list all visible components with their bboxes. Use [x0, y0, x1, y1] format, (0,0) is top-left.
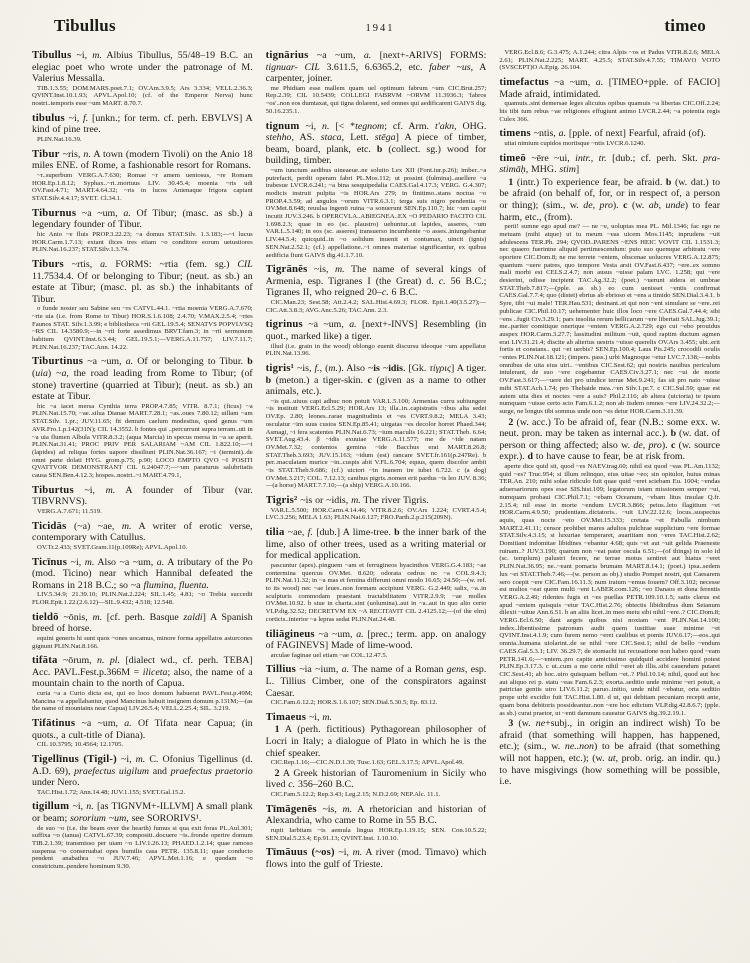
definition-text: Tiburtus ~i, m. A founder of Tibur (var. TIBVRNVS).	[32, 483, 253, 508]
citation-block: hic Anio ~e fluis PROP.3.22.23; ~a domus STAT.Silv. 1.3.183;—~i lucus HOR.Carm.1.7.13; extant ilices tres etiam ~o conditore eorum uetustiores PLIN.Nat.16.237; STAT.Silv.1.3.74.	[32, 230, 253, 254]
entry-tibullus	[32, 49, 253, 108]
definition-text: Tiburnus ~a ~um, a. Of Tibur; (masc. as sb.) a legendary founder of Tibur.	[32, 206, 253, 231]
entry-tigrinus	[266, 318, 487, 358]
entry-tibur	[32, 148, 253, 203]
citation-block: TAC.Hist.1.72; Ann.14.48; JUV.1.155; SVET.Gal.15.2.	[37, 788, 186, 796]
entry-timefactus	[499, 76, 720, 123]
definition-text: Ticidās (~a) ~ae, m. A writer of erotic verse, contemporary with Catullus.	[32, 519, 253, 544]
definition-text: tignum ~i, n. [< *tegnom; cf. Arm. t'akn, OHG. stehho, AS. staca, Lett. stēga] A piece of timber, beam, board, plank, etc. b (collect. sg.) wood for building, timber.	[265, 119, 487, 167]
definition-text: Tīmāuus (~os) ~i, m. A river (mod. Timavo) which flows into the gulf of Trieste.	[265, 846, 487, 870]
citation-block: PLIN.Nat.16.39.	[37, 136, 82, 143]
definition-text: Tigris² ~is or ~idis, m. The river Tigris.	[265, 494, 429, 507]
entry-timagenes	[266, 803, 487, 843]
citation-block: illud (i.e. grain in the wood) oblongo euenit discursu ideoque ~um appellatur PLIN.Nat.13.96.	[265, 342, 487, 358]
entry-tiliagineus	[266, 628, 487, 660]
citation-block: ~um iunctum aedibus uineaeue..ne soluito Lex XII (Font.iur.p.26); imber..~a putrefacit, perdit operam fabri PL.Mos.112; ut possint (fulmina)..auellere ~a trabesue LVCR.6.241; ~a bina sesquipedalia CAES.Gal.4.17.3; VERG. G.4.307; modicis instruit pulpita ~is HOR.Ars 279; in finitimo..stans noctua ~o PROP.4.3.59; ad angulos ~orum VITR.6.3.1; terga suis nigro pendentia ~o OV.Met.8.648; reuulsa ingenti ruina ~a sonuerunt SEN.Ep.110.7; hic ~um capiti incutit JUV.3.246. b OPERCVLA..ABIEGNEA..EX ~O PEDARIO FACITO CIL 1.698.2.3; quae in eo (sc. plaustro) uehuntur..ut lapides, asseres, ~um VAR.L.5.140; in eos (sc. asseres) transuerso incumbente ~o asses..iniungebantur LIV.44.5.4; quicquid..in ~o solidum inuenit et contumax, uincit (ignis) SEN.Nat.2.52.1; (cf.) appellatione..~i omnes materiae significantur, ex quibus aedificia fiunt GAIVS dig.41.1.7.10.	[265, 166, 487, 259]
definition-text: tilia ~ae, f. [dub.] A lime-tree. b the inner bark of the lime, also of other trees, used as a writing material or for medical application.	[265, 526, 487, 562]
definition-text: Tīmāgenēs ~is, m. A rhetorician and historian of Alexandria, who came to Rome in 55 B.C.	[265, 802, 487, 827]
entry-timauus	[266, 846, 487, 870]
definition-text: Ticīnus ~i, m. Also ~a ~um, a. A tributary of the Po (mod. Ticino) near which Hannibal defeated the Romans in 218 B.C.; so ~a flumina, fluenta.	[32, 555, 253, 591]
citation-block: hic ~a iacet mersa Cynthia terra PROP.4.7.85; VITR. 8.7.1; (ficus) ~a PLIN.Nat.15.70; ~ae..silua Dianae MART.7.28.1; ~as..oues 7.80.12; uillam ~am STAT.Silv. 1.pr.; JUV.11.65; fit demum caelum modestius, quod genus ~um AVR.Fro.1.p.142(31N); CIL 14.3552. b fontes qui ..percurrunt supra terram..uti in ~a uia flumen Albula VITR.8.3.2; (aqua Marcia) in specus mersa in ~a se aperit. PLIN.Nat.31.41; PROC PRIV PER SALARIAM ~AM CIL 1.822.10;—~i (lapides) ad reliqua fortes uapore dissiliunt PLIN.Nat.36.167; ~i (termini)..de omni parte dolati HYG. grom.p.75; p.90; LOCO EMPTO QVO ~I POSITI QVATTVOR DEMONSTRANT CIL 6.24047.7;—~um paraturus salubritatis causa SEN.Ben.4.12.3; hospes..nostri..~i MART.4.79.1,	[32, 402, 253, 480]
entry-tignarius	[266, 49, 487, 116]
citation-block: uitai nimium cupidos mortisque ~ntis LVCR.6.1240.	[504, 139, 646, 147]
definition-text: Tigellīnus (Tigil-) ~i, m. C. Ofonius Tigellinus (d. A.D. 69), praefectus uigilum and praefectus praetorio under Nero.	[32, 752, 253, 789]
entry-tifatinus	[32, 717, 253, 749]
citation-block: VERG.A.7.671; 11.519.	[37, 507, 102, 515]
citation-block: pascuntur (apes)..pinguem ~am et ferrugineos hyacinthos VERG.G.4.183; ~ae contermina quercus OV.Met. 8.620; odorata cedrus nc ~a COL.9.4.3; PLIN.Nat.11.32; in ~a mas et femina differunt omni modo 16.65; 24.50;—(w. ref. to its wood) nec ~ae leues..non formam accipiunt VERG. G.2.449; salix, ~a..in sculpturis commodam praestant tractabilitatem VITR.2.9.9; ~ae molles OV.Met.10.92. b siue in charta..sint (uolumina)..aut in ~a..aut in quo alio cerio VLP.dig.32.52; DECRETVM EX ~A RECITAVIT CIL 2.4125.12;—(of the elm) corticis..interior ~a lepras sedat PLIN.Nat.24.48.	[265, 561, 487, 623]
entry-tignum	[266, 120, 487, 260]
citation-block: quamuis..sint demersae leges alicuius opibus quamuis ~a libertas CIC.Off.2.24; his tibi tum rebus ~ae religiones effugiunt animo LVCR.2.44; ~a potentia regis Culex 366.	[499, 100, 720, 123]
sense-paragraph: 2 (w. acc.) To be afraid of, fear (N.B.: some exx. w. neut. pron. may be taken as internal acc.). b (w. dat. of person or thing affected; also w. de, pro). c (w. source expr.). d to have cause to fear, be at risk from.	[499, 416, 720, 463]
entry-timauus-citations-continued	[499, 49, 720, 72]
sense-paragraph: 2 A Greek historian of Tauromenium in Sicily who lived c. 356–260 B.C.	[265, 767, 487, 791]
definition-text: Tiburtinus ~a ~um, a. Of or belonging to Tibur. b (uia) ~a, the road leading from Rome to Tibur; (of stone) travertine (quarried at Tibur); (neut. as sb.) an estate at Tibur.	[32, 355, 253, 403]
entry-tieldo	[32, 611, 253, 651]
definition-text: Tibur ~ris, n. A town (modern Tivoli) on the Anio 18 miles ENE. of Rome, a fashionable resort for Romans.	[32, 147, 253, 172]
citation-block: arculae faginae uel etiam ~ae COL.12.47.5.	[270, 651, 388, 659]
definition-text: Tiburs ~rtis, a. FORMS: ~rtia (fem. sg.) CIL 11.7534.4. Of or belonging to Tibur; (neut. as sb.) an estate at Tibur; (masc. pl. as sb.) the inhabitants of Tibur.	[32, 257, 253, 305]
entry-tiburnus	[32, 207, 253, 254]
citation-block: OV.Tr.2.433; SVET.Gram.11(p.109Re); APVL.Apol.10.	[37, 543, 188, 551]
citation-block: ~r..superbum VERG.A.7.630; Romae ~r amem uentosus, ~re Romam HOR.Ep.1.8.12; Syphax..~ri..mortuus LIV. 30.45.4; moenia ~ris udi OV.Fast.4.71; MART.4.64.32; ~ris in lucos Anienaque frigora captant STAT.Silv.4.4.17; SVET. Cl.34.1.	[32, 171, 253, 202]
citation-block: perii! sumne ego apud me? — ne ~e, uoluptas mea PL. Mil.1346; fac ego ne metuam (mihi atque) ut tu meum ~eas uicem Mos.1145; inprudens ~uit adulescens TER.Ph. 294; QVOD..PARENS ~ENS HEIC VOVIT CIL 1.1531.3; nec quaero fuerintne aliquid pertimescendum: puto suo quemque arbitratu ~ere oportere CIC.Dom.8; ne me terrete ~entem, obscenae uolucres VERG.A.12.875; quantum ~uere patres, quo tempore Vesta arsit OV.Fast.6.437; ~ere..ex somno mali morbi est CELS.2.4.7; non ausus ~uisse palam LVC. 1.258; qui ~ere desierint, odisse incipient TAC.Ag.32.2; (poet.) ~uerunt sidera et umbrae STAT.Theb.7.817;—(pple. as sb.) eo cum uenisset ~entis confirmat CAES.Gal.7.7.4; quo (distet) ebrius ab ebrioso et ~ens a timido SEN.Dial.3.4.1. b Syre, tibi ~ui male! TER.Hau.531; desinant..et qui non ~ent simulare se ~ere..rei publicae CIC.Phil.10.17; uehementer huic illos loco ~ere CAES.Gal.7.44.4; sibi ~ens ..fugit Civ.3.29.1; pars insolita rerum bellicarum ~ere libertati SAL.Jug.39.1; me..pariter comitique onerique ~entem VERG.A.2.729; ego cui ~ebo prouidus auspex HOR.Carm.3.27.7; lassitudini militum ~uit, quod raptim ductum agmen erat LIV.31.21.4; discite ab alterius uestris ~uisse querelis OV.Ars 3.455; ubi..erit fortis et constans.. qui ~et uerbis? SEN.Ep.100.4; Laus Pis.245; crocodili oculis ~entes PLIN.Nat.18.121; (impers. pass.) urbi Magnoque ~etur LVC.7.138;—nobis omnibus de uita eius uiri.. ~entibus CIC.Sest.62; qui nostris nauibus periculum intulerant, de suo ~ere cogebantur CAES.Civ.3.27.1; nec ~ui de morte OV.Fast.3.617;—~uere dei pro uindice terrae Met.9.241; fas sit pro nato ~uisse mihi STAT.Ach.1.74; pro Thebaide mea..~en Silv.1.pr.7. c CIC.Sul.59; quae est autem uita dies et noctes ~ere a suis? Phil.2.116; ab altera (uictoria) te ipsum numquam ~uisse certo scio Fam.6.1.2; non ab iisdem omnes ~ere LIV.24.32.2;—surge, ne longus tibi somnus unde non ~es detur HOR.Carm.3.11.39.	[499, 223, 720, 415]
entry-tibulus	[32, 112, 253, 144]
definition-text: Tigrānēs ~is, m. The name of several kings of Armenia, esp. Tigranes I (the Great) d. c. 56 B.C.; Tigranes II, who reigned 20–c. 6 B.C.	[265, 263, 487, 299]
entry-tiburtinus	[32, 355, 253, 479]
definition-text: timeō ~ēre ~ui, intr., tr. [dub.; cf. perh. Skt. pra-stimāḥ, MHG. stim]	[499, 151, 720, 176]
entry-tifata	[32, 654, 253, 713]
sense-paragraph: 1 (intr.) To experience fear, be afraid. b (w. dat.) to be afraid (on behalf of, for, or in respect of, a person or thing); (sim., w. de, pro). c (w. ab, unde) to fear harm, etc., (from).	[499, 176, 720, 223]
citation-block: de suo ~o (i.e. the beam over the hearth) fumus si qua exit foras PL.Aul.301; suffixa ~o (ianua) CATVL.67.39; compositi..docuere ~is..fronde operire domum TIB.2.1.39; transmisso per uiam ~o LIV.1.26.13; PHAED.1.2.14; quae ramoso suspensa ~o conseruabat opes humilis casa PETR. 135.8.11; quae conducto pendent anabathra ~o JUV.7.46; APVL.Met.1.16; e quodam ~o constrictum..pendere hominum 9.30.	[32, 824, 253, 871]
definition-text: Timaeus ~i, m.	[265, 710, 332, 723]
citation-block: aperte dice quid sit, quod ~es NAEV.trag.60; nihil est quod ~eas PL.Am.1132; quid ~es? Truc.954; si illum relinquo, eius uitae ~eo; sin opitulor, huius minas TER.An. 210; mihi solae ridiculo fuit quae quid ~eret sciebam Eu. 1004; ~endas aduersariorum opes esse SIS.hist.109; legatorum istam missionem semper ~ui, numquam probaui CIC.Phil.7.1; ~ebam Oceanum, ~ebam litus insulae Q.fr. 2.15.4; nil esse in morte ~endum LVCR.3.866; peius..leto flagitium ~et HOR.Carm.4.9.50; prudentiam..dictatoris.. ~uit LIV.22.12.6; locus..suspectus aquis, quas nocte ~eto OV.Met.15.333; cretata ~et Fabulla nimbum MART.2.41.11; censor prohibet mares adultos pulchrae supplicium ~ere formae STAT.Silv.4.3.15; si luxuriae temperaret, auaritiam non ~eres TAC.Hist.2.62; Domitiani indomitae libidines ~ebantur 4.68; quis ~et aut ~uit gelida Praeneste ruinam..? JUV.3.190; quarum non ~eat pater oscula 6.51;—(of things) in solo id (sc. templum) palustri fecere, ne terrae motus sentiret aut hiatus ~eret PLIN.Nat.36.95; ne..~eant pomaria brumam MART.8.14.1; (poet.) ipsa..sedem lux ~et STAT.Theb.7.46;—(w. person as obj.) studio Pompei nostri, qui Caesarem sero coepit ~ere CIC.Fam.16.11.3; num iratum ~emus Iouem? Off.3.102; necesse est multos ~eat quem multi ~ent LABER.com.126; ~eo Danaos et dona ferentis VERG.A.2.49; ridentes fugis et ~es puellas PETR.109.10.1.5; satis clarus est apud ~entem quisquis ~etur TAC.Hist.2.76; obtectis libidinibus dum Seianum dilexit ~uitue Ann.6.51. b an aliis licet..in meo metu sibi nihil ~ere..? CIC.Dom.8; VERG.Ecl.6.50; dant aegris quibus nisi noxiam ~ent PLIN.Nat.14.100; index..libentissime patronum audit quem iustitiae suae minime ~et QVINT.Inst.4.1.9; cum furem nemo ~eret caulibus et pomis JUV.6.17;—eos..qui omnia..humana uiolarint..de se nihil ~ere CIC.Sest.1; nihil de bello ~endum CAES.Gal.5.3.1; LIV. 36.29.7; de stomachi tui recusatione non habeo quod ~eam PETR.141.6;—~entem..pro capite amicissimo quidquid accidere homini potest PLIN.Ep.3.17.3. c ut..cum a me certe nihil ~eret ab illis..sibi cauendum putaret CIC.Sest.41; ab hoc..uiro quisquam bellum ~et..? Phil.10.14; nihil, quod aut hoc aut aliquo rei p. statu ~eas Fam.6.2.3; exorta..seditio unde minime ~eri potuit, a patriciae gentis uiro LIV.6.11.2; paruo..initio, unde nihil ~ebatur, orta seditio prope urbi excidio fuit TAC.Hist.1.80. d ut, qui debitam pecuniam recepit ante, quam bona debitoris possideantur..non ~ere hoc edictum VLP.dig.42.8.6.7; (pple. as sb.) curat praetor, ut ~enti damnum caueatur GAIVS dig.39.2.19.1.	[499, 463, 720, 717]
definition-text: tignārius ~a ~um, a. [next+-ARIVS] FORMS: tignuar- CIL 3.611.5, 6.6365.2, etc. faber ~us, A carpenter, joiner.	[265, 49, 487, 85]
entry-tigillum	[32, 800, 253, 870]
definition-text: tiliāgineus ~a ~um, a. [prec.; term. app. on analogy of FAGINEVS] Made of lime-wood.	[265, 627, 487, 652]
guide-word-left: Tibullus	[54, 16, 116, 35]
citation-block: curia ~a a Curio dicta est, qui eo loco domum habuerat PAVL.Fest.p.49M; Mancina ~a appellabantur, quod Mancinus habuit insignem domum p.131M;—(as the name of mountains near Capua) LIV.26.5.4; VELL.2.25.4; SIL. 3.219.	[32, 689, 253, 713]
text-columns	[32, 49, 720, 951]
entry-tilia	[266, 526, 487, 623]
citation-block: VERG.Ecl.8.6; G.3.475; A.1.244; citra Alpis ~os et Padus VITR.8.2.6; MELA 2.61; PLIN.Nat.2.225; MART. 4.25.5; STAT.Silv.4.7.55; TIMAVO VOTO (SVSCEPT)O A.Epig. 26.104.	[499, 49, 720, 72]
citation-block: ~is qui..uiuus capi adhuc non potuit VAR.L.5.100; Armenias curru subiungere ~is instituit VERG.Ecl.5.29; HOR.Ars 13; illa..in..capistratis ~ibus alta sedet OV.Ep. 2.80; leones..rarae magnitudinis et ~es CVRT.9.8.2; MELA 3.43; osculatur ~im suus custos SEN.Ep.85.41; uirgatas ~es decolor horret Phaed.344; Asmagi, ~i fera scatentes PLIN.Nat.6.73; ~ium maculis 16.221; STAT.Theb. 6.64; SVET.Aug.43.4. β ~idis exuuiae VERG.A.11.577; me de ~ide natam OV.Met.7.32; contentos gemina ~ide Bacchus erat MART.8.26.8; STAT.Theb.3.693; JUV.15.163; ~idum (est) rancare SVET.fr.161(p.247Re). b per..maculatam murice ~in..cuspis abit V.FL.6.704; equus, quem discolor ambit ~is STAT.Theb.9.686; (cf.) uictori ~in inanem ire iubet 6.722. c (a dog) OV.Met.3.217; COL. 7.12.13; canibus pigris..nomen erit pardus ~is leo JUV. 8.36;—(a horse) MART.7.7.10;—(a ship) VERG.A.10.166.	[265, 397, 487, 490]
definition-text: Tibullus ~i, m. Albius Tibullus, 55/48–19 B.C. an elegiac poet who wrote under the patronage of M. Valerius Messalla.	[32, 49, 253, 85]
citation-block: me Phidiam esse mallem quam uel optimum fabrum ~um CIC.Brut.257; Rep.2.39; CIL 10.5439; COLLEGI FABRVM ~ORVM 11.3936.3; 'fabros ~os'..non eos dumtaxat, qui tigna dolarent, sed omnes qui aedificarent GAIVS dig. 50.16.235.1.	[265, 84, 487, 115]
citation-block: o funde noster seu Sabine seu ~rs CATVL.44.1. ~rtia moenia VERG.A.7.670; ~rte uia (i.e. from Rome to Tibur) HOR.S.1.6.108; 2.4.70; V.MAX.2.5.4; ~rtes Faunos STAT. Silv.1.3.99; e bibliotheca ~rti GEL.19.5.4; SENATVS POPVLVSQ ~RS CIL 14.3580.9;—in ~rti forte assedimus BRVT.fam.3; in ~rti sermonem habitum QVINT.Inst.6.3.44; GEL.19.5.1;—VERG.A.11.757; LIV.7.11.7; PLIN.Nat.16.237; TAC.Ann. 14.22.	[32, 305, 253, 351]
page-number: 1941	[365, 23, 395, 34]
citation-block: VAR.L.5.500; HOR.Carm.4.14.46; VITR.8.2.6; OV.Ars 1.224; CVRT.4.5.4; LVC.3.256; MELA 1.63; PLIN.Nat.6.127; FRO.Parth.2.p.215(209N).	[265, 506, 487, 522]
definition-text: Tifātinus ~a ~um, a. Of Tifata near Capua; (in quots., a cult-title of Diana).	[32, 717, 253, 741]
column-middle	[266, 49, 487, 951]
definition-text: tigillum ~i, n. [as TIGNVM+-ILLVM] A small plank or beam; sororium ~um, see SORORIVS¹.	[32, 800, 253, 824]
citation-block: rupit Iarbitam ~is aemula lingua HOR.Ep.1.19.15; SEN. Con.10.5.22; SEN.Dial.5.23.4; Ep.91.13; QVINT.Inst. 1.10.10.	[265, 826, 487, 842]
entry-tiburs	[32, 258, 253, 352]
definition-text: tigrinus ~a ~um, a. [next+-INVS] Resembling (in quot., marked like) a tiger.	[265, 318, 487, 343]
citation-block: TIB.1.3.55; DOM.MARS.poet.7.1; OV.Am.3.9.5; Ars 3.334; VELL.2.36.3; QVINT.Inst.10.1.93; APVL.Apol.10; (cf. of the Emperor Nerva) hunc nostri..temporis esse ~um MART. 8.70.7.	[32, 84, 253, 108]
entry-tigranes	[266, 263, 487, 314]
citation-block: CIC.Fam.5.12.2; Rep.3.43; Leg.2.15; N.D.2.69; NEP.Alc. 11.1.	[270, 790, 441, 798]
entry-tillius	[266, 663, 487, 706]
column-right	[499, 49, 720, 951]
running-head	[32, 16, 720, 36]
citation-block: CIL 10.3795; 10.4564; 12.1705.	[37, 741, 124, 749]
sense-paragraph: 3 (w. ne+subj., in origin an indirect wish) To be afraid (that something will happen, has happened, etc.); (sim., w. ne..non) to be afraid (that something will not happen, etc.); (w. ut, prob. orig. an indir. qu.) to have misgivings (how something will be possible, i.e.	[499, 718, 720, 788]
entry-ticinus	[32, 556, 253, 607]
definition-text: Tillius ~ia ~ium, a. The name of a Roman gens, esp. L. Tillius Cimber, one of the conspirators against Caesar.	[265, 663, 487, 699]
entry-timeo	[499, 152, 720, 788]
column-left	[32, 49, 253, 951]
citation-block: CIC.Rep.1.16;—CIC.N.D.1.30; Tusc.1.63; GEL.3.17.5; APVL.Apol.49.	[270, 759, 464, 767]
entry-tigris-1	[266, 362, 487, 490]
guide-word-right: timeo	[664, 16, 706, 35]
entry-ticidas	[32, 520, 253, 552]
definition-text: tigris¹ ~is, f., (m.). Also ~is ~idis. [Gk. τίγρις] A tiger. b (meton.) a tiger-skin. c (given as a name to other animals, etc.).	[265, 362, 487, 398]
entry-tigellinus	[32, 753, 253, 796]
entry-tiburtus	[32, 484, 253, 516]
definition-text: timens ~ntis, a. [pple. of next] Fearful, afraid (of).	[499, 127, 706, 140]
citation-block: CIC.Man.23; Sest.58; Att.2.4.2; SAL.Hist.4.69.3; FLOR. Epit.1.40(3.5.27);—CIC.Att.3.8.3; AVG.Anc.5.26; TAC.Ann. 2.3.	[265, 299, 487, 314]
entry-timens	[499, 127, 720, 147]
definition-text: timefactus ~a ~um, a. [TIMEO+pple. of FACIO] Made afraid, intimidated.	[499, 76, 720, 100]
sense-paragraph: 1 A (perh. fictitious) Pythagorean philosopher of Locri in Italy; a dialogue of Plato in which he is the chief speaker.	[265, 724, 487, 759]
citation-block: equini generis hi sunt quos ~ones uocamus, minore forma appellatos asturcones gignunt PLIN.Nat.8.166.	[32, 634, 253, 650]
definition-text: tifāta ~ōrum, n. pl. [dialect wd., cf. perh. TEBA] Acc. PAVL.Fest.p.366M = iliceta; also, the name of a mountain chain to the north of Capua.	[32, 654, 253, 690]
definition-text: tieldō ~ōnis, m. [cf. perh. Basque zaldi] A Spanish breed of horse.	[32, 610, 253, 635]
citation-block: LIV.5.34.9; 21.39.10; PLIN.Nat.2.224; SIL.1.45; 4.81; ~o Trebia succedit FLOR.Epit.1.22.(2.6.12)—SIL.9.432; 4.518; 12.548.	[32, 591, 253, 606]
citation-block: CIC.Fam.6.12.2; HOR.S.1.6.107; SEN.Dial.5.30.5; Ep. 83.12.	[270, 699, 438, 707]
definition-text: tibulus ~i, f. [unkn.; for term. cf. perh. EBVLVS] A kind of pine tree.	[32, 111, 253, 136]
entry-timaeus	[266, 711, 487, 799]
entry-tigris-2	[266, 494, 487, 522]
